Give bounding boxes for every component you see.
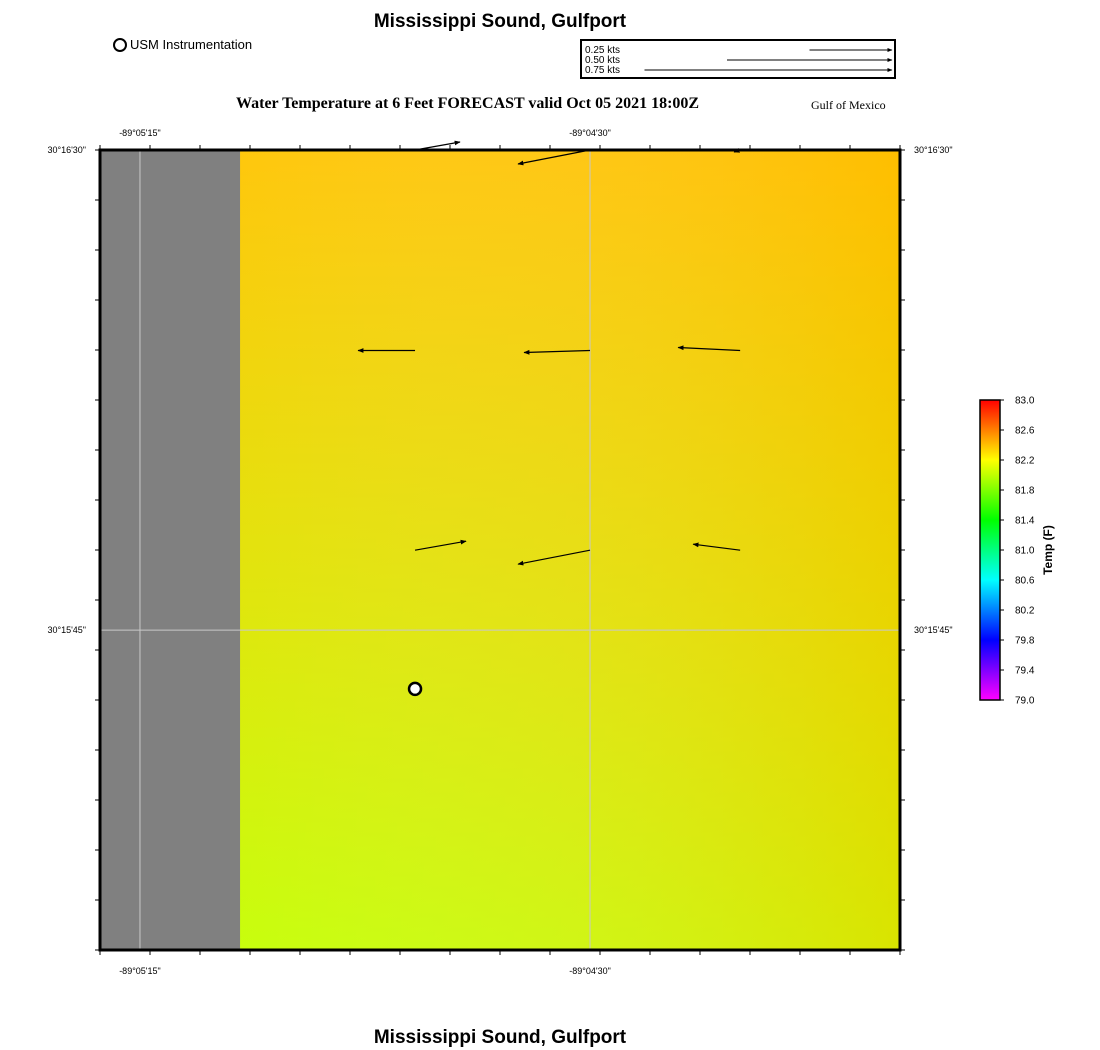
map-title: Mississippi Sound, Gulfport	[373, 11, 627, 32]
lon-label-top: -89°05'15"	[119, 128, 161, 138]
station-legend	[113, 37, 252, 52]
colorbar-gradient	[980, 400, 1000, 700]
speed-scale-label: 0.75 kts	[585, 65, 621, 76]
footer-title: Mississippi Sound, Gulfport	[373, 1027, 627, 1048]
land-mask	[100, 150, 240, 950]
colorbar-tick-label: 81.0	[1015, 545, 1035, 557]
lat-label-left: 30°16'30"	[47, 145, 86, 155]
colorbar-tick-label: 82.2	[1015, 455, 1035, 467]
colorbar-tick-label: 79.4	[1015, 665, 1035, 677]
current-speed-legend	[580, 39, 898, 81]
lat-label-right: 30°15'45"	[914, 625, 953, 636]
lat-label-left: 30°15'45"	[47, 625, 86, 636]
speed-scale-label: 0.25 kts	[585, 45, 621, 56]
colorbar-tick-label: 80.6	[1015, 575, 1035, 587]
colorbar-tick-label: 81.8	[1015, 485, 1035, 497]
speed-scale-label: 0.50 kts	[585, 55, 621, 66]
station-marker[interactable]	[409, 683, 421, 695]
colorbar-tick-label: 79.0	[1015, 695, 1035, 707]
station-legend-label: USM Instrumentation	[130, 37, 253, 52]
colorbar-title: Temp (F)	[1041, 525, 1055, 575]
temperature-colorbar	[970, 390, 1070, 710]
lon-label-bottom: -89°05'15"	[119, 966, 161, 976]
lon-label-top: -89°04'30"	[569, 128, 611, 138]
colorbar-tick-label: 82.6	[1015, 425, 1035, 437]
colorbar-tick-label: 81.4	[1015, 515, 1035, 527]
colorbar-tick-label: 80.2	[1015, 605, 1035, 617]
temperature-map	[0, 120, 980, 990]
lat-label-right: 30°16'30"	[914, 145, 953, 155]
lon-label-bottom: -89°04'30"	[569, 966, 611, 976]
forecast-subtitle: Water Temperature at 6 Feet FORECAST valid Oct 05 2021 18:00Z	[236, 95, 700, 112]
colorbar-tick-label: 79.8	[1015, 635, 1035, 647]
region-label: Gulf of Mexico	[811, 98, 886, 112]
colorbar-tick-label: 83.0	[1015, 395, 1035, 407]
circle-marker-icon	[113, 38, 127, 52]
